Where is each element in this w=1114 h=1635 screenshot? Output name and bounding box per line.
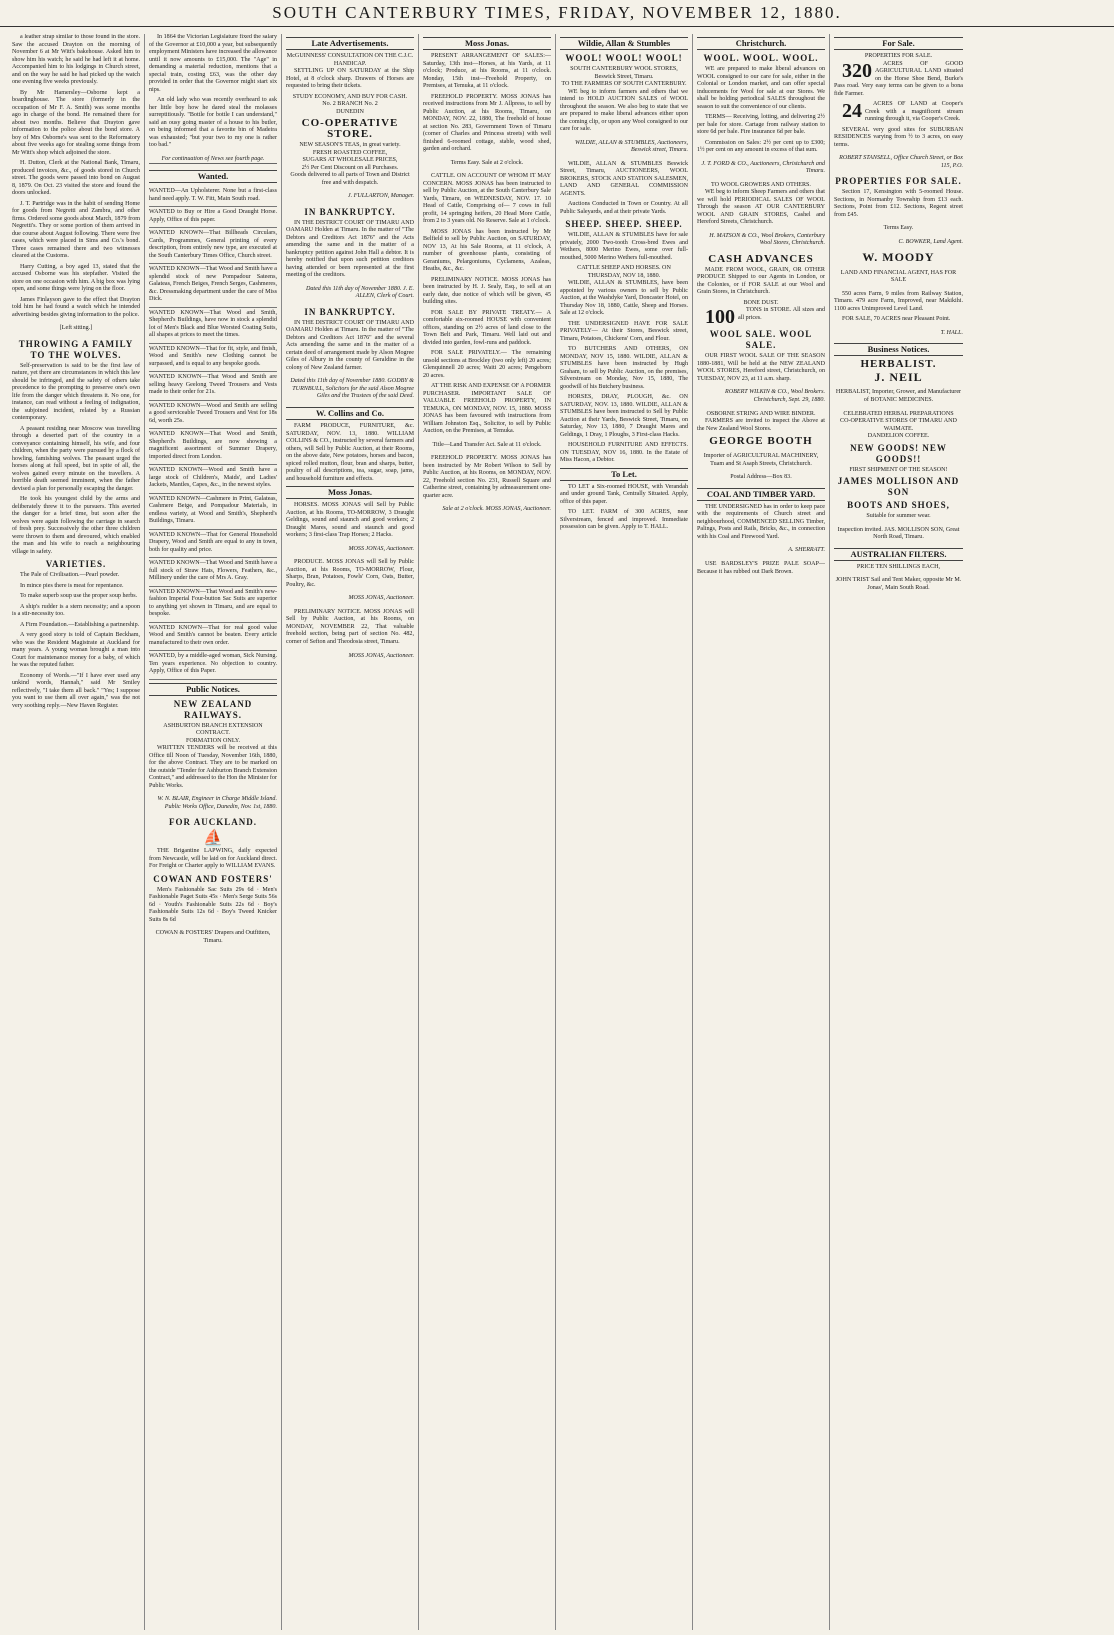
consultation-title: McGUINNESS' CONSULTATION ON THE C.J.C. HANDICAP.: [286, 53, 414, 67]
variety-item: To make superb soup use the proper soup herbs.: [20, 593, 138, 600]
cattle-title: CATTLE SHEEP AND HORSES. ON THURSDAY, NOV 18, 1880.: [577, 265, 671, 279]
bankruptcy-date: Dated this 11th day of November 1880. J. E. ALLEN, Clerk of Court.: [305, 285, 414, 300]
ford-signature: J. T. FORD & CO., Auctioneers, Christchurch and Timaru.: [701, 160, 825, 175]
wanted-ad: WANTED KNOWN—That Wood and Smith are selling heavy Geelong Tweed Trousers and Vests made to their order for 21s.: [149, 372, 277, 401]
celebrated-line: CELEBRATED HERBAL PREPARATIONS: [843, 410, 954, 417]
moody-subtitle: LAND AND FINANCIAL AGENT, HAS FOR SALE: [840, 269, 957, 284]
article-paragraph: Self-preservation is said to be the first law of nature, yet there are circumstances in which this law should be infringed, and the safety of others take precedence to the prompting to preserve one's own life from the danger which threatens it. No one, for instance, can read without a feeling of indignation, the subjoined incident, related by a Russian contemporary.: [12, 362, 140, 422]
wildie-signature: WILDIE, ALLAN & STUMBLES, Auctioneers, Beswick street, Timaru.: [574, 139, 688, 154]
section-header-for-sale: For Sale.: [834, 37, 963, 50]
ship-icon: ⛵: [203, 830, 223, 848]
bone-dust-title: BONE DUST.: [743, 299, 779, 306]
bowker-signature: C. BOWKER, Land Agent.: [898, 238, 963, 245]
section-header-late: Late Advertisements.: [286, 37, 414, 50]
commission-line: Commission on Sales: 2½ per cent up to £300; 1½ per cent on any amount in excess of that sum.: [697, 139, 825, 153]
cattle-ad: CATTLE. ON ACCOUNT OF WHOM IT MAY CONCERN. MOSS JONAS has been instructed to sell by Public Auction, at the South Canterbury Sale Yards, Timaru, on WEDNESDAY, NOV. 17. 10 Head of Cattle, Comprising of— 7 cows in full profit, 14 springing heifers, 20 Head More Cattle, from 2 to 3 years old. No Reserve. Sale at 1 o'clock.: [423, 173, 551, 225]
present-arrangement: PRESENT ARRANGEMENT OF SALES:— Saturday, 13th inst—Horses, at his Yards, at 11 o'clock; Produce, at his Rooms, at 11 o'clock. Monday, 15th inst—Freehold Property, on Premises, at Temuka, at 11 o'clock.: [423, 53, 551, 89]
auctioneer-signature: Sale at 2 o'clock. MOSS JONAS, Auctioneer.: [442, 506, 551, 513]
trist-signature: JOHN TRIST Sail and Tent Maker, opposite Mr M. Jonas', Main South Road.: [835, 577, 962, 591]
coop-store-title: CO-OPERATIVE STORE.: [301, 117, 399, 140]
section-header-wildie: Wildie, Allan & Stumbles: [560, 37, 688, 50]
section-header-to-let: To Let.: [560, 468, 688, 481]
wool-body: WE beg to inform farmers and others that we intend to HOLD AUCTION SALES of WOOL throughout the season. We also beg to state that we are prepared to make liberal advances either upon the coming clip, or upon any Wool consigned to our care for sale.: [560, 88, 688, 132]
butchers-ad: TO BUTCHERS AND OTHERS, ON MONDAY, NOV 15, 1880. WILDIE, ALLAN & STUMBLES have been instructed by Hugh Graham, to sell by Public Auction, on the premises, Silverstream on Monday, Nov 15, 1880, The goodwill of his Butchery business.: [560, 346, 688, 390]
sections-list: Section 17, Kensington with 5-roomed House. Sections, in Normanby Township from £13 each. Sections, Point from £12. Sections, Regent street from £45.: [834, 189, 963, 218]
section-header-moss-jonas: Moss Jonas.: [286, 486, 414, 499]
sheep-body: WILDIE, ALLAN & STUMBLES have for sale privately, 2000 Two-tooth Cross-bred Ewes and Wethers, 8000 Merino Ewes, some over full-mouthed, 5000 Merino Wethers full-mouthed.: [560, 232, 688, 261]
bone-dust-body: 100 TONS in STORE. All sizes and all prices.: [705, 306, 825, 329]
continuation-note: For continuation of News see fourth page.: [149, 156, 277, 165]
wanted-ad: WANTED—An Upholsterer. None but a first-class hand need apply. T. W. Fitt, Main South road.: [149, 186, 277, 207]
wanted-ad: WANTED KNOWN—Cashmere in Print, Galateas, Cashmere Beige, and Pompadour Materials, in endless variety, at Wood and Smith's, Shepherd's Buildings, Timaru.: [149, 494, 277, 530]
wanted-ad: WANTED KNOWN—That Wood and Smith have a splendid stock of new Pompadour Sateens, Galateas, French Beiges, French Serges, Cashmeres, &c. Dressmaking department under the care of Miss Dick.: [149, 264, 277, 308]
cowan-title: COWAN AND FOSTERS': [153, 873, 273, 884]
temuka-ad: AT THE RISK AND EXPENSE OF A FORMER PURCHASER. IMPORTANT SALE OF VALUABLE FREEHOLD PROPERTY, IN TEMUKA, ON MONDAY, NOV. 15, 1880. MOSS JONAS has been favoured with instructions from William Johnston Esq., Solicitor, to sell by Public Auction, on the Premises, at Temuka.: [423, 383, 551, 435]
goods-line: Goods delivered to all parts of Town and District free and with despatch.: [290, 172, 410, 186]
variety-item: A very good story is told of Captain Beckham, who was the Resident Magistrate at Auckland for many years. A young woman brought a man into Court for maintenance money for a baby, of which he was the reputed father.: [12, 632, 140, 669]
variety-item: Economy of Words.—"If I have ever used any unkind words, Hannah," said Mr Smiley reflectively, "I take them all back." "Yes; I suppose you want to use them all over again," was the not very soothing reply.—New Haven Register.: [12, 672, 140, 709]
wanted-ad: WANTED KNOWN—That Wood and Smith have a full stock of Straw Hats, Flowers, Feathers, &c., Millinery under the care of Mrs A. Gray.: [149, 558, 277, 587]
variety-item: A Firm Foundation.—Establishing a partnership.: [20, 621, 140, 628]
for-sale-70: FOR SALE, 70 ACRES near Pleasant Point.: [842, 316, 951, 323]
wanted-ad: WANTED KNOWN—That Wood and Smith, Shepherd's Buildings, have now in stock a splendid lot of Men's Black and Blue Worsted Coating Suits, all shapes at prices to meet the times.: [149, 308, 277, 344]
coal-title: COAL AND TIMBER YARD.: [697, 488, 825, 501]
settling-notice: SETTLING UP ON SATURDAY at the Ship Hotel, at 8 o'clock sharp. Drawers of Horses are requested to bring their tickets.: [286, 68, 414, 89]
neil-subtitle: HERBALIST, Importer, Grower, and Manufacturer of BOTANIC MEDICINES.: [835, 389, 962, 403]
filters-title: AUSTRALIAN FILTERS.: [834, 548, 963, 561]
wilkin-signature: ROBERT WILKIN & CO., Wool Brokers. Christchurch, Sept. 29, 1880.: [725, 389, 825, 403]
prelim-ad: PRELIMINARY NOTICE. MOSS JONAS will Sell by Public Auction, at his Rooms, on MONDAY, NOVEMBER 22, That valuable freehold section, being part of section No. 482, corner of Sefton and Theodosia street, Timaru.: [286, 608, 414, 645]
periodical-ad: WE beg to inform Sheep Farmers and others that we will hold PERIODICAL SALES OF WOOL Through the season AT OUR CANTERBURY WOOL AND GRAIN STORES, Cashel and Hereford Streets, Christchurch.: [697, 189, 825, 226]
railways-title: NEW ZEALAND RAILWAYS.: [173, 698, 253, 720]
title-line: Title—Land Transfer Act. Sale at 11 o'clock.: [432, 441, 542, 448]
tender-signature: W. N. BLAIR, Engineer in Charge Middle Island. Public Works Office, Dunedin, Nov. 1st, 1880.: [157, 796, 277, 810]
inspection-line: Inspection invited. JAS. MOLLISON SON, Great North Road, Timaru.: [837, 526, 960, 541]
moody-list: 550 acres Farm, 9 miles from Railway Station, Timaru. 479 acre Farm, Improved, near Makikihi. 1100 acres Unimproved Level Land.: [834, 290, 963, 312]
wanted-ad: WANTED KNOWN—That Billheads Circulars, Cards, Programmes, General printing of every description, from entirely new type, are executed at the South Canterbury Times Office, Church street.: [149, 228, 277, 264]
wanted-ad: WANTED KNOWN—Wood and Smith have a large stock of Children's, Maids', and Ladies' Jackets, Mantles, Capes, &c., in the newest styles.: [149, 465, 277, 494]
prelim-ad: PRELIMINARY NOTICE. MOSS JONAS has been instructed by H. J. Sealy, Esq., to sell at an early date, due notice of which will be given, 45 building sites.: [423, 276, 551, 306]
private-sale-ad: FOR SALE PRIVATELY.— The remaining unsold sections at Brockley (two only left) 20 acres; Glenquinnell 20 acres; Waiti 20 acres; Pengeborn 20 acres.: [423, 350, 551, 379]
column-3: [282, 34, 419, 1630]
column-4: [419, 34, 556, 1630]
properties-title-2: PROPERTIES FOR SALE.: [835, 176, 962, 187]
article-paragraph: In 1864 the Victorian Legislature fixed the salary of the Governor at £10,000 a year, but subsequently employment Ministers have increased the allowance until it now amounts to £15,000. The "Age" in demanding a material reduction, mentions that a special train, costing £63, was the other day provided in order that the Governor might start six nips.: [149, 34, 277, 93]
wool-stores-line: SOUTH CANTERBURY WOOL STORES, Beswick Street, Timaru.: [570, 66, 678, 80]
auctioneer-signature: MOSS JONAS, Auctioneer.: [348, 652, 414, 659]
section-header-moss-jonas: Moss Jonas.: [423, 37, 551, 50]
terms-line: Terms Easy.: [883, 225, 914, 232]
article-paragraph: a leather strap similar to those found in the store. Saw the accused Drayton on the morning of November 6 at Mr Witt's bakehouse. Asked him to show him his watch; he said he had left it at home. Accompanied him to his lodgings in Church street, and on the way he said he had picked up the watch one evening five weeks previously.: [12, 34, 140, 85]
auckland-title: FOR AUCKLAND.: [168, 817, 257, 828]
article-paragraph: An old lady who was recently overheard to ask her little boy how he dared steal the molasses surreptitiously. "Bottle for bottle I can understand," said an ousy going master of a house to his butler, on being informed that a favorite bin of Madeira was exhausted; "but your two to my one is rather too bad.": [149, 97, 277, 148]
bankruptcy-notice: IN THE DISTRICT COURT OF TIMARU AND OAMARU Holden at Timaru. In the matter of "The Debtors and Creditors Act 1876" and the Acts amending the same and in the matter of a bankruptcy petition against John Hall a debtor. It is hereby notified that upon such petition creditors having attended or been represented at the first meeting of the creditors.: [286, 219, 414, 279]
wanted-ad: WANTED KNOWN—Wood and Smith are selling a good serviceable Tweed Trousers and Vest for 18s 6d, worth 25s.: [149, 401, 277, 430]
bankruptcy-notice: IN THE DISTRICT COURT OF TIMARU AND OAMARU Holden at Timaru. In the matter of "The Debtors and Creditors Act 1876" and the several Acts amending the same and in the matter of a certain deed of arrangement made by Alson Mogree Giles of Albury in the county of Geraldine in the colony of New Zealand farmer.: [286, 319, 414, 371]
wanted-ad: WANTED KNOWN—That for fit, style, and finish, Wood and Smith's new Clothing cannot be surpassed, and is equal to any bespoke goods.: [149, 344, 277, 373]
matson-signature: H. MATSON & CO., Wool Brokers, Canterbury Wool Stores, Christchurch.: [709, 232, 825, 247]
variety-item: The Pale of Civilisation.—Pearl powder.: [20, 572, 120, 579]
branch-label: No. 2 BRANCH No. 2: [322, 101, 378, 107]
cattle-body: WILDIE, ALLAN & STUMBLES, have been appointed by various owners to sell by Public Auction, at the Washdyke Yard, Doncaster Hotel, on Thursday Nov 18, 1880, Cattle, Sheep and Horses. Sale at 12 o'clock.: [560, 280, 688, 317]
wanted-ad: WANTED, by a middle-aged woman, Sick Nursing. Ten years experience. No objection to country. Apply, Office of this Paper.: [149, 651, 277, 680]
suburban-ad: SEVERAL very good sites for SUBURBAN RESIDENCES varying from ½ to 3 acres, on easy terms.: [834, 126, 963, 148]
article-paragraph: H. Dutton, Clerk at the National Bank, Timaru, produced invoices, &c., of goods stored in Church street. The goods were passed into bond on August 8, 1879. On Oct. 23 visited the store and found the doors unlocked.: [12, 160, 140, 196]
booth-importer: Importer of AGRICULTURAL MACHINERY, Tuam and St Asaph Streets, Christchurch.: [703, 453, 819, 467]
headline-varieties: VARIETIES.: [45, 559, 107, 570]
binder-title: OSBORNE STRING AND WIRE BINDER.: [706, 410, 816, 417]
summer-line: Suitable for summer wear.: [866, 513, 931, 520]
shipment-line: FIRST SHIPMENT OF THE SEASON!: [849, 466, 948, 473]
horses-ad: HORSES. MOSS JONAS will Sell by Public Auction, at his Rooms, TO-MORROW, 3 Draught Geldings, sound and staunch and good workers; 2 Draught Mares, sound and staunch and good workers; 3 first-class Trap Horses; 2 Hacks.: [286, 502, 414, 539]
wanted-ad: WANTED KNOWN—That Wood and Smith's new-fashion Imperial Four-button Sac Suits are superior to anything yet shown in Timaru, and are equal to bespoke.: [149, 587, 277, 623]
coffee-line: FRESH ROASTED COFFEE,: [312, 149, 388, 156]
economy-slogan: STUDY ECONOMY, AND BUY FOR CASH.: [292, 93, 408, 100]
coop-line: CO-OPERATIVE STORES OF TIMARU AND WAIMATE.: [840, 418, 957, 432]
soap-ad: USE BARDSLEY'S PRIZE PALE SOAP—Because it has rubbed out Dark Brown.: [697, 561, 825, 575]
to-let-ad: TO LET a Six-roomed HOUSE, with Verandah and under ground Tank, Centrally Situated. Apply, office of this paper.: [560, 483, 688, 505]
produce-ad: PRODUCE. MOSS JONAS will Sell by Public Auction, at his Rooms, TO-MORROW, Flour, Sharps, Bran, Potatoes, Fowls' Corn, Oats, Butter, Poultry, &c.: [286, 559, 414, 588]
terms-block: TERMS— Receiving, lotting, and delivering 2½ per bale for store. Cartage from railway station to store 6d per bale. Fire insurance 6d per bale.: [697, 114, 825, 135]
article-paragraph: By Mr Hamersley—Osborne kept a boardinghouse. The store (formerly in the occupation of Mr F. A. Smith) was some months ago in charge of the bond. He remained there for about two months. Believe that Drayton gave information to the police about the bond store. A boy of Mrs Osborne's was sent to the Reformatory about five weeks ago for stealing some things from Mr Witt's shop which adjoined the store.: [12, 89, 140, 156]
variety-item: In mince pies there is meat for repentance.: [20, 582, 124, 589]
first-sale-ad: OUR FIRST WOOL SALE OF THE SEASON 1880-1881, Will be held at the NEW ZEALAND WOOL STORES, Hereford street, Christchurch, on TUESDAY, NOV 23, at 11 a.m. sharp.: [697, 353, 825, 382]
variety-item: A ship's rudder is a stern necessity; and a spoon is a stir-necessity too.: [12, 603, 140, 618]
cowan-footer: COWAN & FOSTERS' Drapers and Outfitters, Timaru.: [155, 930, 271, 944]
terms-line: Terms Easy. Sale at 2 o'clock.: [450, 159, 524, 166]
sheep-title: SHEEP. SHEEP. SHEEP.: [565, 219, 683, 230]
boots-title: BOOTS AND SHOES,: [847, 500, 950, 511]
formation-note: FORMATION ONLY.: [185, 737, 241, 744]
left-sitting: [Left sitting.]: [59, 325, 93, 332]
article-paragraph: He took his youngest child by the arms and deliberately threw it to the pursuers. This averted the danger for a brief time, but soon after the wolves were again following the carriage in search of fresh prey. Successively the other three children were thrown to them and devoured, which enabled the man and his wife to reach a neighbouring village in safety.: [12, 496, 140, 555]
binder-body: FARMERS are invited to inspect the Above at the New Zealand Wool Stores.: [697, 418, 825, 432]
farm-ad: TO LET. FARM of 300 ACRES, near Silverstream, fenced and improved. Immediate possession can be given. Apply to T. HALL.: [560, 509, 688, 531]
suits-list: Men's Fashionable Sac Suits 29s 6d · Men's Fashionable Paget Suits 45s · Men's Serge Suits 56s 6d · Youth's Fashionable Suits 22s 6d · Boy's Fashionable Suits 12s 6d · Boy's Tweed Knicker Suits 8s 6d: [149, 886, 277, 923]
sherratt-signature: A. SHERRATT.: [788, 547, 825, 554]
dunedin-label: DUNEDIN: [336, 108, 364, 115]
household-ad: HOUSEHOLD FURNITURE AND EFFECTS. ON TUESDAY, NOV 16, 1880. In the Estate of Miss Hacon, a Debtor.: [560, 442, 688, 464]
discount-line: 2½ Per Cent Discount on all Purchases.: [301, 164, 399, 171]
booth-title: GEORGE BOOTH: [709, 435, 813, 448]
private-treaty-ad: FOR SALE BY PRIVATE TREATY.— A comfortable six-roomed HOUSE with convenient offices, standing on 2½ acres of land close to the Town Belt and Park, Timaru. Well laid out and divided into garden, fowl-runs and paddock.: [423, 309, 551, 346]
article-paragraph: A peasant residing near Moscow was travelling through a deserted part of the country in a conveyance containing himself, his wife, and four children, when the party were pursued by a flock of howling, famishing wolves. The peasant urged the horses along at full speed, but in spite of all, the wolves gained every minute on the travellers. A horrible death seemed imminent, when the father devised a plan for personally escaping the danger.: [12, 425, 140, 492]
bankruptcy-title: IN BANKRUPTCY.: [304, 206, 396, 217]
dandelion-line: DANDELION COFFEE.: [867, 433, 930, 440]
acres-320-ad: 320 ACRES OF GOOD AGRICULTURAL LAND situated on the Horse Shoe Bend, Burke's Pass road. Very easy terms can be given to a bona fide Farmer.: [834, 59, 963, 97]
column-1: [8, 34, 145, 1630]
auctions-line: Auctions Conducted in Town or Country. At all Public Saleyards, and at their private Yards.: [560, 201, 688, 215]
column-5: [556, 34, 693, 1630]
collins-ad: FARM PRODUCE, FURNITURE, &c. SATURDAY, NOV. 13, 1880. WILLIAM COLLINS & CO., instructed by several farmers and others, will Sell by Public Auction, at their Rooms, on the above date, New potatoes, horses and bacon, spiced rolled mutton, flour, bran and sharps, butter, poultry of all descriptions, tea, sugar, soap, jams, and household furniture and effects.: [286, 423, 414, 482]
farmers-line: TO THE FARMERS OF SOUTH CANTERBURY.: [561, 81, 687, 87]
contract-title: ASHBURTON BRANCH EXTENSION CONTRACT.: [163, 722, 263, 737]
teas-line: NEW SEASON'S TEAS, in great variety.: [299, 142, 401, 148]
acres-24-ad: 24 ACRES OF LAND at Cooper's Creek with a magnificent stream running through it, via Cooper's Creek.: [842, 100, 963, 122]
wool-title: WOOL! WOOL! WOOL!: [565, 53, 683, 63]
column-6: [693, 34, 830, 1630]
wanted-ad: WANTED KNOWN—That for General Household Drapery, Wood and Smith are equal to any in town, both for quality and price.: [149, 530, 277, 559]
masthead: SOUTH CANTERBURY TIMES, FRIDAY, NOVEMBER 12, 1880.: [0, 0, 1114, 27]
section-header-collins: W. Collins and Co.: [286, 407, 414, 420]
column-7: [830, 34, 967, 1630]
column-2: [145, 34, 282, 1630]
section-header-christchurch: Christchurch.: [697, 37, 825, 50]
cash-body: MADE FROM WOOL, GRAIN, OR OTHER PRODUCE Shipped to our Agents in London, or the Colonies, or if FOR SALE at our Wool and Grain Stores, in Christchurch.: [697, 266, 825, 296]
wanted-ad: WANTED KNOWN—That for real good value Wood and Smith's cannot be beaten. Every article manufactured to their own order.: [149, 623, 277, 652]
section-header-wanted: Wanted.: [149, 170, 277, 183]
herbalist-title: HERBALIST.: [860, 358, 937, 371]
lapwing-notice: THE Brigantine LAPWING, daily expected from Newcastle, will be laid on for Auckland direct. For Freight or Charter apply to WILLIAM EVANS.: [149, 848, 277, 870]
horses-ad: HORSES, DRAY, PLOUGH, &c. ON SATURDAY, NOV. 13, 1880. WILDIE, ALLAN & STUMBLES have been instructed to Sell by Public Auction at their Yards, Beswick Street, Timaru, on Saturday, Nov 13, 1880, 7 Draught Mares and Geldings, 1 Dray, 1 Ploughs, 3 First-class Hacks.: [560, 394, 688, 438]
wool-body: WE are prepared to make liberal advances on WOOL consigned to our care for sale, either in the Colonial or London market, and can offer special inducements for Wool for sale at our Stores. We shall be holding periodical SALES throughout the season to suit the convenience of our clients.: [697, 66, 825, 110]
bankruptcy-date: Dated this 11th day of November 1880. GODBY & TURNBULL, Solicitors for the said Alson Mogree Giles and the Trustees of the said Deed.: [290, 378, 414, 400]
stansell-signature: ROBERT STANSELL, Office Church Street, or Box 115, P.O.: [839, 155, 963, 169]
price-line: PRICE TEN SHILLINGS EACH,: [856, 563, 941, 570]
auctioneer-signature: MOSS JONAS, Auctioneer.: [348, 595, 414, 602]
postal-address: Postal Address—Box 83.: [730, 474, 792, 481]
coal-body: THE UNDERSIGNED has in order to keep pace with the requirements of Church street and neighbourhood, COMMENCED SELLING Timber, Palings, Posts and Rails, Bricks, &c., in connection with his Coal and Firewood Yard.: [697, 503, 825, 540]
freehold-ad: FREEHOLD PROPERTY. MOSS JONAS has been instructed by Mr Robert Wilson to Sell by Public Auction, at his Rooms, on MONDAY, NOV. 22, Freehold section No. 231, Russell Square and Catherine street, containing by admeasurement one-quarter acre.: [423, 455, 551, 499]
wool-sale-title: WOOL SALE. WOOL SALE.: [709, 329, 813, 351]
firm-ad: WILDIE, ALLAN & STUMBLES Beswick Street, Timaru, AUCTIONEERS, WOOL BROKERS, STOCK AND STATION SALESMEN, LAND AND GENERAL COMMISSION AGENTS.: [560, 160, 688, 197]
new-goods-title: NEW GOODS! NEW GOODS!!: [850, 442, 947, 464]
neil-title: J. NEIL: [874, 370, 923, 385]
moody-title: W. MOODY: [862, 250, 935, 265]
section-header-public-notices: Public Notices.: [149, 683, 277, 696]
manager-signature: J. FULLARTON, Manager.: [347, 193, 414, 200]
article-paragraph: Harry Cutting, a boy aged 13, stated that the accused Osborne was his stepfather. Visited the store on one occasion with him. A big box was lying open, and some things were lying on the floor.: [12, 263, 140, 292]
article-paragraph: J. T. Partridge was in the habit of sending Home for goods from Negretti and Zambra, and other firms. Ordered some goods about March, 1879 from Negretti's. They or some portion of them arrived in due course about August following. There were five cases, which were placed in Sims and Co.'s bond. Three cases remained there and two witnesses cleared at the Customs.: [12, 200, 140, 259]
sugars-line: SUGARS AT WHOLESALE PRICES,: [302, 157, 398, 163]
article-paragraph: James Finlayson gave to the effect that Drayton told him he had found a watch which he intended advertising besides giving information to the police.: [12, 296, 140, 318]
headline-wolves: THROWING A FAMILY TO THE WOLVES.: [18, 338, 134, 360]
growers-title: TO WOOL GROWERS AND OTHERS.: [711, 181, 811, 188]
wanted-ad: WANTED to Buy or Hire a Good Draught Horse. Apply, Office of this paper.: [149, 207, 277, 228]
cash-advances-title: CASH ADVANCES: [708, 252, 814, 265]
plants-ad: MOSS JONAS has been instructed by Mr Belfield to sell by Public Auction, on SATURDAY, NOV 13, At his Sale Rooms, at 11 o'clock, A number of greenhouse plants, consisting of Geraniums, Pelargoniums, Cyclamens, Azaleas, Heaths, &c., &c.: [423, 228, 551, 273]
wanted-ad: WANTED KNOWN—That Wood and Smith, Shepherd's Buildings, are now showing a magnificent assortment of Summer Drapery, imported direct from London.: [149, 429, 277, 465]
freehold-ad: FREEHOLD PROPERTY. MOSS JONAS has received instructions from Mr J. Allpress, to sell by Public Auction, at his Rooms, Timaru, on MONDAY, NOV. 22, 1880, The freehold of house at section No. 283, Government Town of Timaru (corner of Charles and Princess streets) with well finished 6-roomed cottage, stable, wood shed, garden and orchard.: [423, 93, 551, 152]
section-header-business: Business Notices.: [834, 343, 963, 356]
undersigned-ad: THE UNDERSIGNED HAVE FOR SALE PRIVATELY— At their Stores, Beswick street, Timaru, Potatoes, Chickens' Corn, and Flour.: [560, 320, 688, 342]
mollison-title: JAMES MOLLISON AND SON: [837, 476, 960, 498]
tender-notice: WRITTEN TENDERS will be received at this Office till Noon of Tuesday, November 16th, 1880, for the above Contract. They are to be marked on the outside "Tender for Ashburton Branch Extension Contract," and addressed to the Hon the Minister for Public Works.: [149, 745, 277, 789]
properties-title: PROPERTIES FOR SALE.: [864, 53, 933, 59]
hall-signature: T. HALL.: [940, 329, 963, 336]
wool-title: WOOL. WOOL. WOOL.: [703, 53, 819, 63]
auctioneer-signature: MOSS JONAS, Auctioneer.: [348, 545, 414, 552]
bankruptcy-title: IN BANKRUPTCY.: [304, 306, 396, 317]
